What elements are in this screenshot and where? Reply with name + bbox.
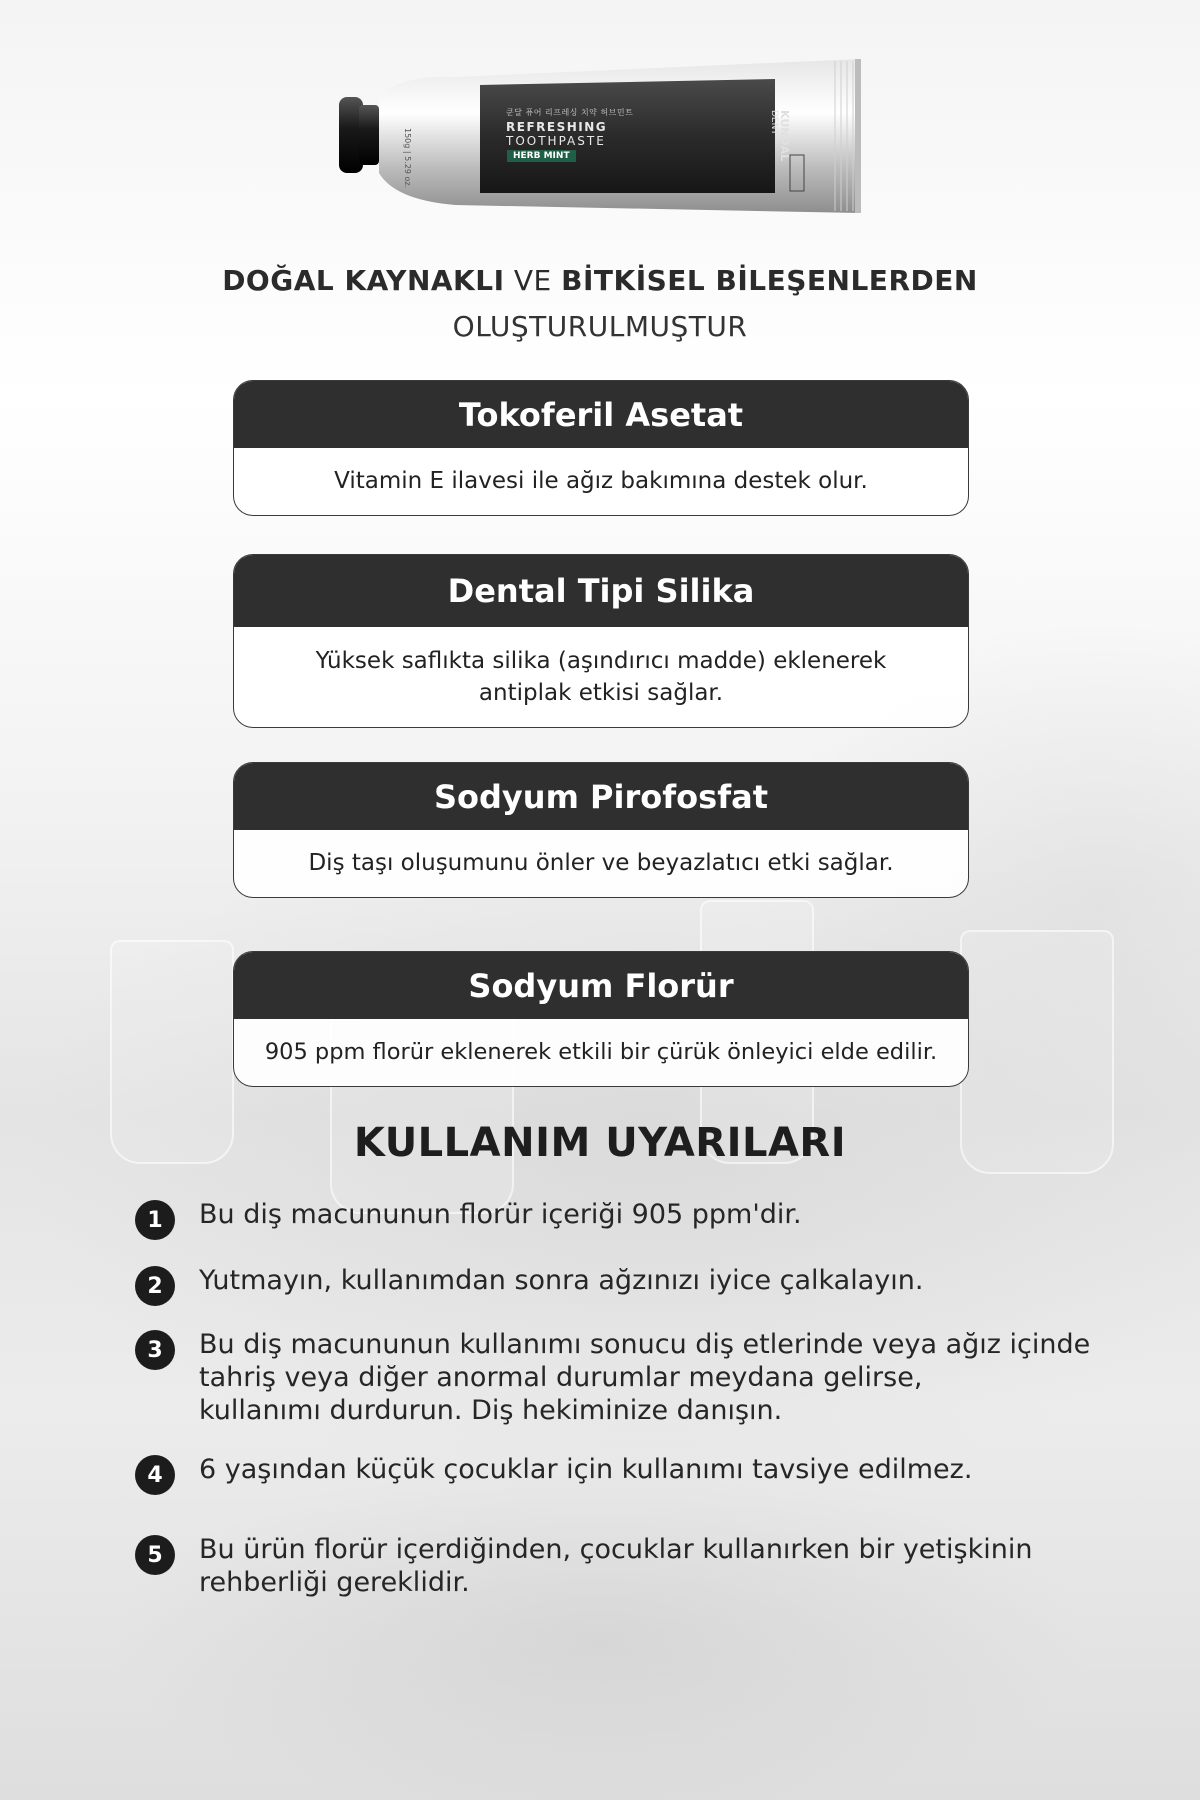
tube-name-line2: TOOTHPASTE [506, 134, 606, 148]
ingredient-card-tocopheryl [233, 380, 969, 516]
tube-korean-label: 쿤달 퓨어 리프레싱 치약 허브민트 [506, 108, 634, 117]
ingredient-description: Vitamin E ilavesi ile ağız bakımına destek olur. [334, 468, 868, 495]
warning-text [199, 1328, 1159, 1427]
warning-text [199, 1533, 1159, 1599]
ingredient-card-pyrophosphate [233, 762, 969, 898]
tube-brand-logo [730, 110, 790, 170]
warning-text: Bu diş macununun florür içeriği 905 ppm'dir. [199, 1199, 802, 1230]
tube-brand-name: KUNDAL [778, 110, 791, 162]
warning-number: 2 [135, 1266, 175, 1306]
warning-number: 4 [135, 1455, 175, 1495]
warning-number: 1 [135, 1200, 175, 1240]
ingredient-description: 905 ppm florür eklenerek etkili bir çürük önleyici elde edilir. [264, 1038, 938, 1065]
warnings-title: KULLANIM UYARILARI [353, 1120, 847, 1166]
heading-subline: OLUŞTURULMUŞTUR [452, 310, 748, 343]
warning-text: Yutmayın, kullanımdan sonra ağzınızı iyice çalkalayın. [199, 1265, 924, 1296]
warning-number: 3 [135, 1330, 175, 1370]
main-heading [0, 264, 1200, 297]
warning-text-line: kullanımı durdurun. Diş hekiminize danışın. [199, 1395, 783, 1426]
tube-flavor-badge: HERB MINT [507, 150, 576, 162]
ingredient-title: Sodyum Florür [234, 952, 968, 1019]
ingredient-title: Tokoferil Asetat [234, 381, 968, 448]
ingredient-title: Dental Tipi Silika [234, 555, 968, 627]
ingredient-card-silica [233, 554, 969, 728]
warning-text-line: rehberliği gereklidir. [199, 1567, 470, 1598]
ingredient-description: Diş taşı oluşumunu önler ve beyazlatıcı etki sağlar. [308, 850, 894, 877]
tube-size-label: 150g | 5.29 oz. [403, 128, 412, 189]
ingredient-title: Sodyum Pirofosfat [234, 763, 968, 830]
warning-number: 5 [135, 1535, 175, 1575]
warning-text-line: Bu ürün florür içerdiğinden, çocuklar kullanırken bir yetişkinin [199, 1534, 1033, 1565]
heading-connector: VE [504, 264, 562, 297]
ingredient-description [234, 627, 968, 727]
ingredient-description-line: antiplak etkisi sağlar. [478, 680, 724, 706]
heading-bold-2: BİTKİSEL BİLEŞENLERDEN [561, 264, 978, 297]
ingredient-card-fluoride [233, 951, 969, 1087]
warning-text-line: Bu diş macununun kullanımı sonucu diş etlerinde veya ağız içinde [199, 1329, 1091, 1360]
ingredient-description-line: Yüksek saflıkta silika (aşındırıcı madde) eklenerek [315, 647, 887, 674]
heading-bold-1: DOĞAL KAYNAKLI [222, 264, 505, 297]
tube-brand-sub: DENT [768, 110, 779, 135]
warning-text: 6 yaşından küçük çocuklar için kullanımı tavsiye edilmez. [199, 1454, 973, 1485]
tube-name-line1: REFRESHING [506, 120, 608, 134]
warning-text-line: tahriş veya diğer anormal durumlar meydana gelirse, [199, 1362, 923, 1393]
